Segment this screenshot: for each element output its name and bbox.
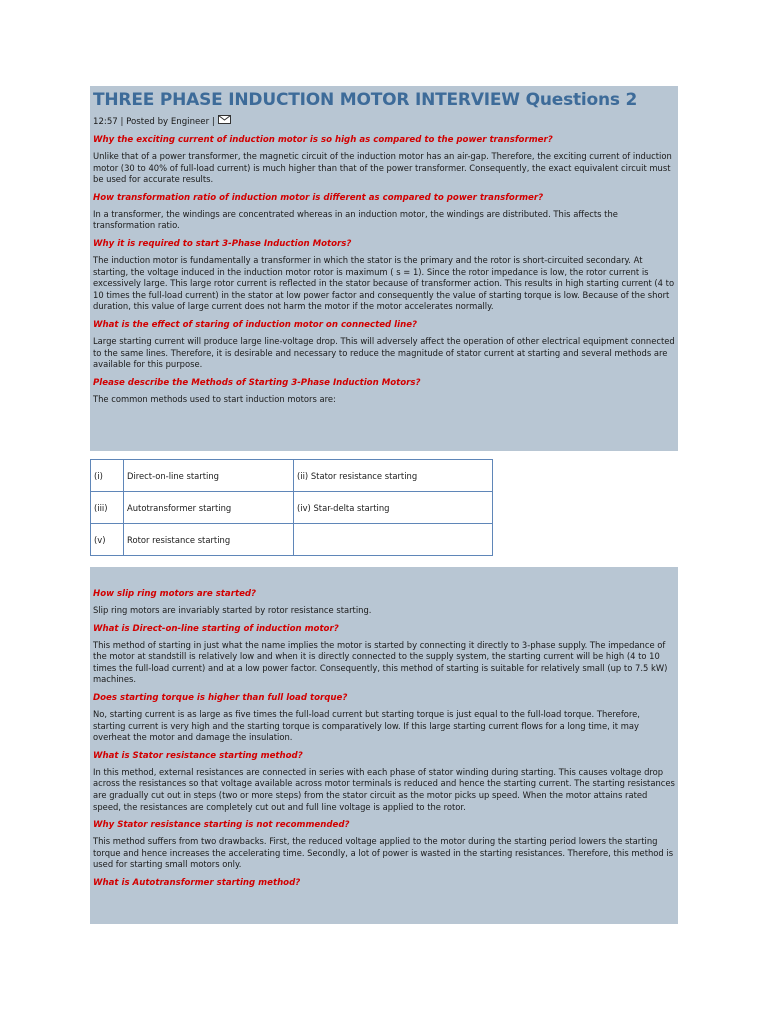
answer-effect-on-line: Large starting current will produce large line-voltage drop. This will adversely affect the operation of other electrical equipment connected to the same lines. Therefore, it is desirable and necessary to reduce the magnitude of stator current at starting and several methods are available for this purpose.	[93, 335, 675, 370]
table-cell	[294, 524, 493, 556]
answer-exciting-current: Unlike that of a power transformer, the magnetic circuit of the induction motor has an air-gap. Therefore, the exciting current of induction motor (30 to 40% of full-load current) is much higher than that of the power transformer. Consequently, the exact equivalent circuit must be used for accurate results.	[93, 151, 672, 185]
question-starting-torque: Does starting torque is higher than full load torque?	[93, 692, 348, 703]
answer-slip-ring: Slip ring motors are invariably started by rotor resistance starting.	[93, 605, 372, 615]
table-row	[91, 492, 493, 524]
table-row	[91, 460, 493, 492]
table-cell: (iii)	[91, 492, 124, 524]
table-cell: Direct-on-line starting	[124, 460, 294, 492]
question-why-start: Why it is required to start 3-Phase Induction Motors?	[93, 238, 352, 249]
table-cell: (ii) Stator resistance starting	[294, 460, 493, 492]
question-stator-resistance: What is Stator resistance starting method?	[93, 750, 303, 761]
answer-transformation-ratio: In a transformer, the windings are concentrated whereas in an induction motor, the windings are distributed. This affects the transformation ratio.	[93, 208, 618, 231]
post-panel-top	[90, 86, 678, 451]
question-exciting-current: Why the exciting current of induction motor is so high as compared to the power transformer?	[93, 135, 553, 145]
question-slip-ring: How slip ring motors are started?	[93, 589, 257, 599]
table-cell: (iv) Star-delta starting	[294, 492, 493, 524]
question-transformation-ratio: How transformation ratio of induction motor is different as compared to power transformer?	[93, 192, 544, 203]
question-stator-not-recommended: Why Stator resistance starting is not recommended?	[93, 820, 350, 831]
table-row	[91, 524, 493, 556]
table-cell: Rotor resistance starting	[124, 524, 294, 556]
answer-why-start: The induction motor is fundamentally a transformer in which the stator is the primary and the rotor is short-circuited secondary. At starting, the voltage induced in the induction motor rotor is maximum ( s = 1). Since the rotor impedance is low, the rotor current is excessively large. This large rotor current is reflected in the stator because of transformer action. This results in high starting current (4 to 10 times the full-load current) in the stator at low power factor and consequently the value of starting torque is low. Because of the short duration, this value of large current does not harm the motor if the motor accelerates normally.	[93, 254, 675, 312]
answer-stator-resistance: In this method, external resistances are connected in series with each phase of stator winding during starting. This causes voltage drop across the resistances so that voltage available across motor terminals is reduced and hence the starting current. The starting resistances are gradually cut out in steps (two or more steps) from the stator circuit as the motor picks up speed. When the motor attains rated speed, the resistances are completely cut out and full line voltage is applied to the rotor.	[93, 766, 675, 812]
table-cell: Autotransformer starting	[124, 492, 294, 524]
answer-starting-methods: The common methods used to start induction motors are:	[93, 393, 336, 404]
starting-methods-table	[90, 459, 493, 556]
table-cell: (v)	[91, 524, 124, 556]
post-panel-bottom	[90, 567, 678, 924]
answer-direct-on-line: This method of starting in just what the name implies the motor is started by connecting it directly to 3-phase supply. The impedance of the motor at standstill is relatively low and when it is directly connected to the supply system, the starting current will be high (4 to 10 times the full-load current) and at a low power factor. Consequently, this method of starting is suitable for relatively small (up to 7.5 kW) machines.	[93, 639, 668, 685]
question-autotransformer: What is Autotransformer starting method?	[93, 877, 301, 888]
post-meta-text: 12:57 | Posted by Engineer |	[93, 117, 215, 127]
post-title[interactable]: THREE PHASE INDUCTION MOTOR INTERVIEW Questions 2	[93, 90, 638, 110]
question-effect-on-line: What is the effect of staring of induction motor on connected line?	[93, 319, 418, 330]
question-starting-methods: Please describe the Methods of Starting 3-Phase Induction Motors?	[93, 377, 421, 388]
post-meta	[93, 116, 675, 128]
question-direct-on-line: What is Direct-on-line starting of induction motor?	[93, 623, 339, 634]
answer-starting-torque: No, starting current is as large as five times the full-load current but starting torque is just equal to the full-load torque. Therefore, starting current is very high and the starting torque is comparatively low. If this large starting current flows for a long time, it may overheat the motor and damage the insulation.	[93, 708, 640, 743]
table-cell: (i)	[91, 460, 124, 492]
envelope-icon[interactable]	[218, 115, 231, 123]
answer-stator-not-recommended: This method suffers from two drawbacks. First, the reduced voltage applied to the motor during the starting period lowers the starting torque and hence increases the accelerating time. Secondly, a lot of power is wasted in the starting resistances. Therefore, this method is used for starting small motors only.	[93, 836, 674, 870]
